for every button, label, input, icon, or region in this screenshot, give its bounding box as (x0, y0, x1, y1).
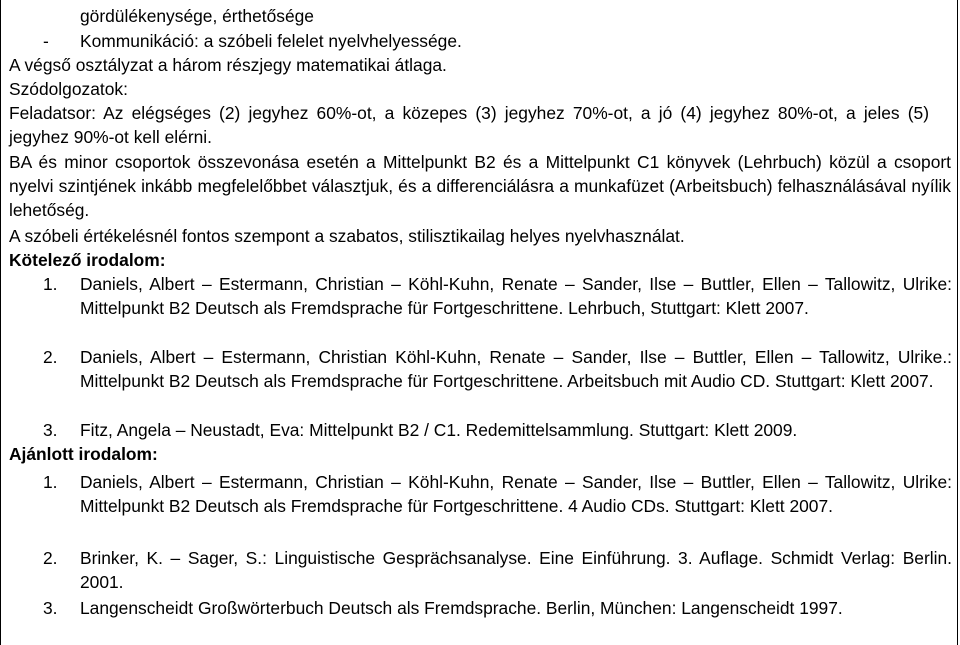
tasksheet-paragraph: Feladatsor: Az elégséges (2) jegyhez 60%-ot, a közepes (3) jegyhez 70%-ot, a jó (4) jegyhez 80%-ot, a jeles (5) jegyhez 90%-ot kell elérni. (9, 103, 929, 147)
required-item-number: 3. (43, 420, 58, 440)
intro-line-fluency: gördülékenysége, érthetősége (80, 6, 314, 26)
recommended-item-text: Daniels, Albert – Estermann, Christian – Köhl-Kuhn, Renate – Sander, Ilse – Buttler, Ellen – Tallowitz, Ulrike: Mittelpunkt B2 Deutsch als Fremdsprache für Fortgeschrittene. 4 Audio CDs. Stuttgart: Klett 2007. (80, 472, 952, 516)
group-merge-paragraph: BA és minor csoportok összevonása esetén a Mittelpunkt B2 és a Mittelpunkt C1 könyvek (Lehrbuch) közül a csoport nyelvi szintjének inkább megfelelőbbet választjuk, és a differenciálásra a munkafüzet (Arbeitsbuch) felhasználásával nyílik lehetőség. (9, 152, 951, 220)
oral-assessment-text: A szóbeli értékelésnél fontos szempont a szabatos, stilisztikailag helyes nyelvhasználat. (9, 226, 685, 246)
bullet-communication: Kommunikáció: a szóbeli felelet nyelvhelyessége. (80, 31, 462, 51)
recommended-item-number: 1. (43, 472, 58, 492)
recommended-item-number: 3. (43, 598, 58, 618)
required-item-text: Daniels, Albert – Estermann, Christian – Köhl-Kuhn, Renate – Sander, Ilse – Buttler, Ellen – Tallowitz, Ulrike: Mittelpunkt B2 Deutsch als Fremdsprache für Fortgeschrittene. Lehrbuch, Stuttgart: Klett 2007. (80, 274, 952, 318)
required-item-number: 2. (43, 347, 58, 367)
subheading-vocab-tests: Szódolgozatok: (9, 79, 128, 99)
recommended-item-text: Brinker, K. – Sager, S.: Linguistische Gesprächsanalyse. Eine Einführung. 3. Auflage. Schmidt Verlag: Berlin. 2001. (80, 548, 952, 592)
required-reading-heading: Kötelező irodalom: (9, 250, 166, 270)
required-item-number: 1. (43, 274, 58, 294)
final-grade-text: A végső osztályzat a három részjegy matematikai átlaga. (9, 55, 447, 75)
bullet-dash: - (43, 31, 49, 51)
required-item-text: Fitz, Angela – Neustadt, Eva: Mittelpunkt B2 / C1. Redemittelsammlung. Stuttgart: Klett 2009. (80, 420, 798, 440)
recommended-item-number: 2. (43, 548, 58, 568)
recommended-item-text: Langenscheidt Großwörterbuch Deutsch als Fremdsprache. Berlin, München: Langenscheidt 1997. (80, 598, 843, 618)
required-item-text: Daniels, Albert – Estermann, Christian Köhl-Kuhn, Renate – Sander, Ilse – Buttler, Ellen – Tallowitz, Ulrike.: Mittelpunkt B2 Deutsch als Fremdsprache für Fortgeschrittene. Arbeitsbuch mit Audio CD. Stuttgart: Klett 2007. (80, 347, 952, 391)
recommended-reading-heading: Ajánlott irodalom: (9, 444, 158, 464)
